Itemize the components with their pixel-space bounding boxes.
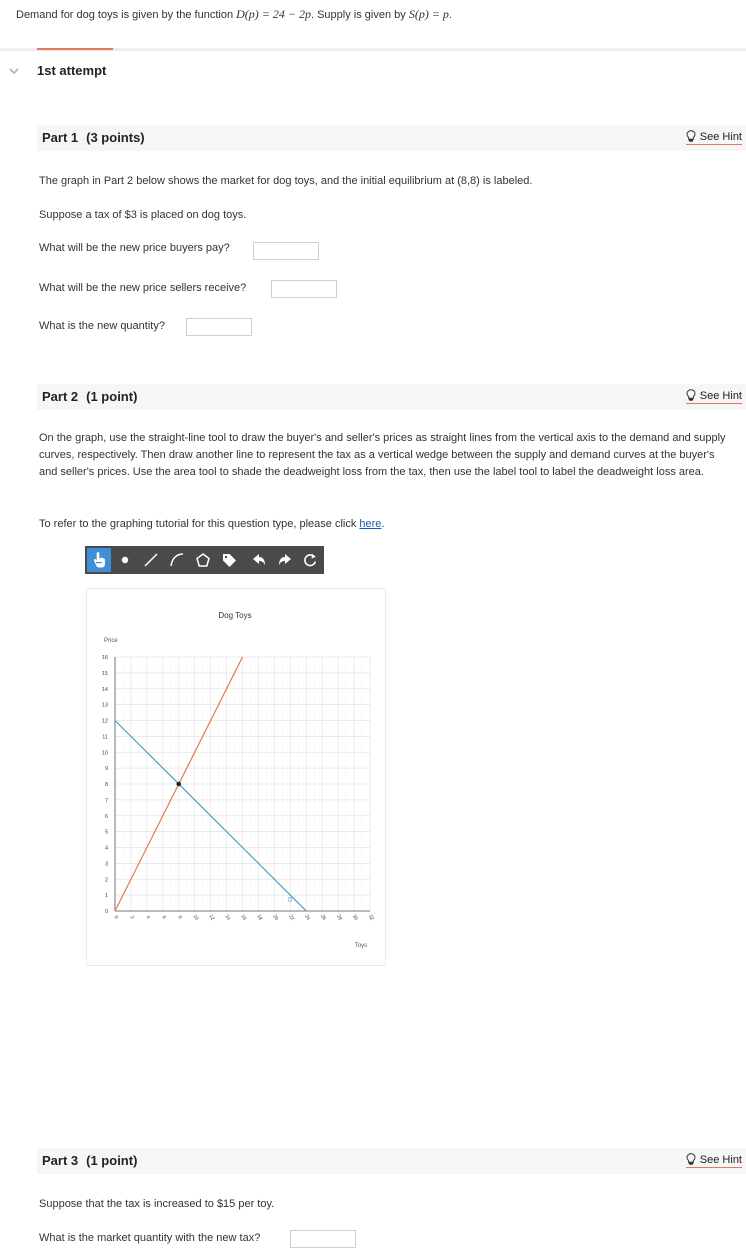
x-tick-label: 28 — [335, 913, 343, 922]
dog-toys-chart[interactable] — [87, 589, 385, 965]
x-tick-label: 32 — [366, 913, 375, 922]
reset-icon — [302, 552, 318, 568]
part2-title: Part 2 (1 point) — [42, 389, 138, 404]
y-tick-label: 12 — [101, 718, 108, 725]
attempt-toggle[interactable]: 1st attempt — [37, 63, 107, 78]
x-tick-label: 2 — [128, 914, 136, 921]
part2-instructions: On the graph, use the straight-line tool to draw the buyer's and seller's prices as straight lines from the vertical axis to the demand and supply curves, respectively. Then draw another line to represent the tax as a vertical wedge between the supply and demand curves at the buyer's and seller's prices. Use the area tool to shade the deadweight loss from the tax, then use the label tool to label the deadweight loss area. — [39, 432, 726, 478]
x-tick-label: 26 — [319, 913, 328, 922]
y-tick-label: 5 — [104, 829, 108, 836]
y-tick-label: 14 — [101, 686, 108, 693]
quantity-input[interactable] — [186, 318, 252, 336]
line-tool-button[interactable] — [139, 548, 163, 572]
part2-header — [37, 384, 746, 410]
lightbulb-icon — [686, 1153, 696, 1165]
part1-question-buyers: What will be the new price buyers pay? — [39, 242, 230, 254]
x-axis-label: Toys — [354, 943, 368, 949]
chevron-down-icon[interactable] — [8, 65, 20, 77]
tag-icon — [221, 552, 237, 568]
buyers-price-input[interactable] — [253, 242, 319, 260]
part1-title: Part 1 (3 points) — [42, 130, 145, 145]
part1-question-quantity: What is the new quantity? — [39, 320, 165, 332]
line-icon — [143, 552, 159, 568]
part3-hint-link[interactable]: See Hint — [686, 1153, 742, 1168]
point-icon — [120, 555, 130, 565]
chart-title: Dog Toys — [218, 611, 252, 620]
graph-panel[interactable] — [86, 588, 386, 966]
demand-curve-label: D — [288, 897, 293, 904]
part1-intro: The graph in Part 2 below shows the market for dog toys, and the initial equilibrium at (8,8) is labeled. — [39, 175, 533, 187]
y-tick-label: 0 — [104, 909, 108, 915]
sellers-price-input[interactable] — [271, 280, 337, 298]
x-tick-label: 4 — [144, 914, 152, 921]
x-tick-label: 30 — [350, 913, 359, 922]
x-tick-label: 10 — [191, 913, 200, 922]
lightbulb-icon — [686, 130, 696, 142]
x-tick-label: 12 — [207, 913, 216, 922]
part1-header — [37, 125, 746, 151]
part1-question-sellers: What will be the new price sellers receive? — [39, 282, 247, 294]
y-tick-label: 9 — [104, 766, 108, 773]
y-tick-label: 16 — [101, 655, 108, 661]
x-tick-label: 20 — [271, 913, 280, 922]
attempt-tab-indicator — [37, 48, 113, 50]
lightbulb-icon — [686, 389, 696, 401]
reset-button[interactable] — [298, 548, 322, 572]
part3-header — [37, 1148, 746, 1174]
part3-tax-text: Suppose that the tax is increased to $15 per toy. — [39, 1198, 275, 1210]
curve-tool-button[interactable] — [165, 548, 189, 572]
area-tool-button[interactable] — [191, 548, 215, 572]
pentagon-icon — [195, 552, 211, 568]
undo-button[interactable] — [247, 548, 271, 572]
x-tick-label: 24 — [303, 913, 312, 922]
new-tax-quantity-input[interactable] — [290, 1230, 356, 1248]
supply-function: S(p) = p — [408, 7, 449, 21]
y-tick-label: 7 — [104, 797, 108, 804]
demand-function: D(p) = 24 − 2p — [236, 7, 311, 21]
graph-toolbar — [85, 546, 324, 574]
y-axis-label: Price — [104, 638, 118, 644]
x-tick-label: 16 — [239, 913, 248, 922]
y-tick-label: 10 — [101, 750, 108, 757]
equilibrium-point[interactable] — [176, 782, 181, 787]
tutorial-link[interactable]: here — [359, 518, 382, 530]
y-tick-label: 13 — [101, 702, 108, 709]
x-tick-label: 6 — [160, 914, 167, 921]
redo-button[interactable] — [273, 548, 297, 572]
y-tick-label: 1 — [104, 893, 108, 900]
tutorial-text: To refer to the graphing tutorial for this question type, please click here. — [39, 518, 385, 530]
x-tick-label: 8 — [176, 914, 183, 921]
y-tick-label: 8 — [104, 782, 108, 788]
part3-question-quantity: What is the market quantity with the new tax? — [39, 1232, 261, 1244]
label-tool-button[interactable] — [217, 548, 241, 572]
point-tool-button[interactable] — [113, 548, 137, 572]
part3-title: Part 3 (1 point) — [42, 1153, 138, 1168]
y-tick-label: 11 — [102, 734, 108, 741]
problem-statement: Demand for dog toys is given by the function D(p) = 24 − 2p. Supply is given by S(p) = p. — [16, 7, 452, 21]
y-tick-label: 2 — [104, 877, 108, 884]
part1-hint-link[interactable]: See Hint — [686, 130, 742, 145]
y-tick-label: 3 — [104, 861, 108, 868]
y-tick-label: 15 — [101, 670, 108, 677]
x-tick-label: 22 — [287, 913, 296, 922]
x-tick-label: 14 — [223, 913, 232, 922]
hand-pointer-icon — [91, 551, 107, 569]
y-tick-label: 4 — [104, 845, 108, 852]
undo-arrow-icon — [251, 552, 267, 568]
redo-arrow-icon — [277, 552, 293, 568]
hand-tool-button[interactable] — [87, 548, 111, 572]
y-tick-label: 6 — [104, 813, 108, 820]
x-tick-label: 0 — [112, 914, 120, 921]
curve-icon — [169, 552, 185, 568]
part1-tax-text: Suppose a tax of $3 is placed on dog toys. — [39, 209, 247, 221]
x-tick-label: 18 — [255, 913, 264, 922]
part2-hint-link[interactable]: See Hint — [686, 389, 742, 404]
